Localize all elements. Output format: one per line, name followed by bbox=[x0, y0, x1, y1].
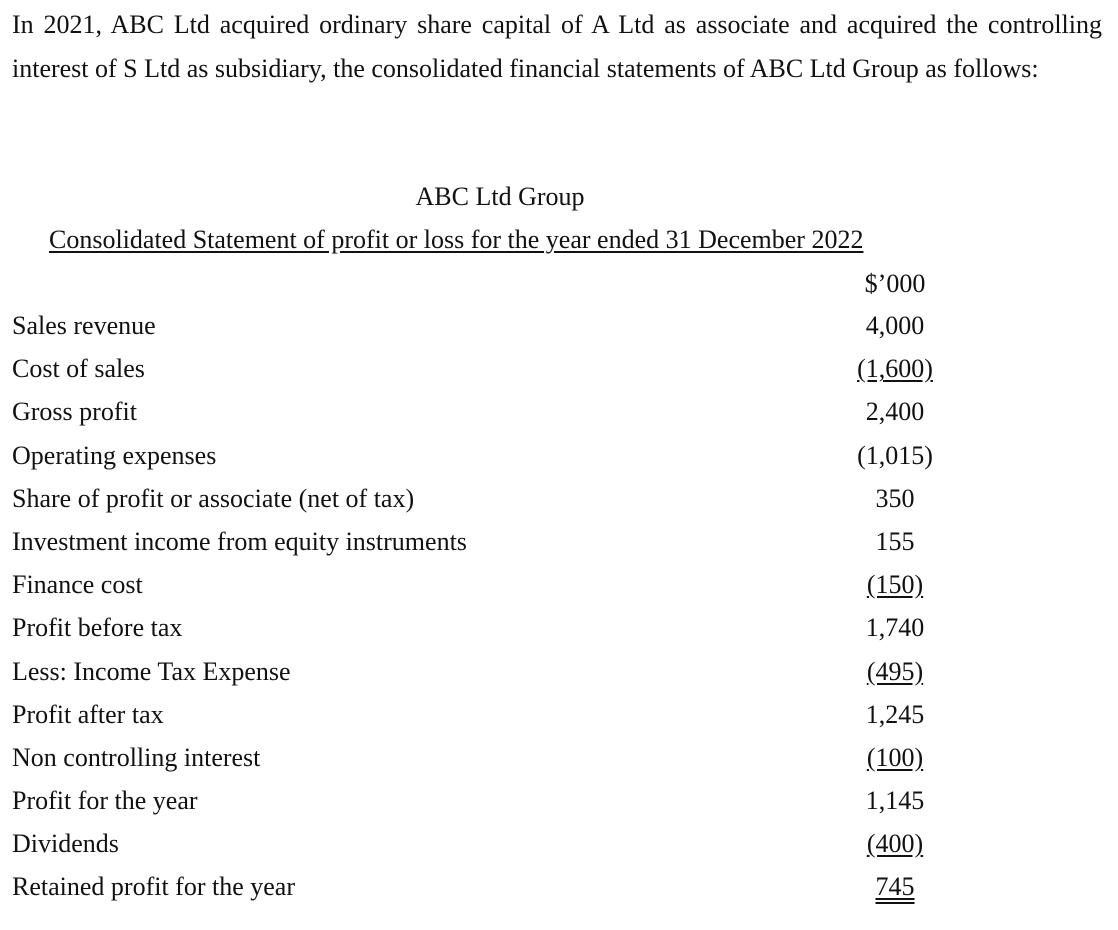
row-sales-revenue bbox=[0, 308, 1118, 351]
row-finance-cost bbox=[0, 567, 1118, 610]
row-operating-expenses bbox=[0, 438, 1118, 481]
statement-title: Consolidated Statement of profit or loss for the year ended 31 December 2022 bbox=[49, 225, 864, 254]
group-title: ABC Ltd Group bbox=[415, 182, 585, 211]
row-label: Dividends bbox=[12, 829, 119, 859]
row-amount: (1,600) bbox=[857, 354, 933, 384]
row-label: Profit before tax bbox=[12, 613, 183, 643]
row-non-controlling-interest bbox=[0, 740, 1118, 783]
row-gross-profit bbox=[0, 394, 1118, 437]
row-label: Less: Income Tax Expense bbox=[12, 656, 291, 686]
row-amount: (495) bbox=[866, 656, 924, 686]
row-label: Non controlling interest bbox=[12, 742, 261, 772]
row-amount: 4,000 bbox=[865, 311, 925, 340]
row-label: Retained profit for the year bbox=[12, 872, 295, 902]
currency-header: $’000 bbox=[864, 269, 926, 298]
row-income-tax-expense bbox=[0, 654, 1118, 697]
row-label: Finance cost bbox=[12, 570, 143, 600]
row-label: Share of profit or associate (net of tax) bbox=[12, 483, 415, 513]
row-dividends bbox=[0, 826, 1118, 869]
row-amount: 350 bbox=[875, 483, 915, 513]
row-label: Investment income from equity instruments bbox=[12, 526, 467, 556]
row-amount: 1,245 bbox=[865, 699, 925, 729]
row-amount: 155 bbox=[875, 526, 915, 556]
row-share-of-profit-associate bbox=[0, 481, 1118, 524]
row-amount: (1,015) bbox=[857, 440, 933, 470]
row-label: Sales revenue bbox=[12, 311, 156, 340]
row-amount: (150) bbox=[866, 570, 924, 600]
row-retained-profit bbox=[0, 869, 1118, 912]
row-profit-before-tax bbox=[0, 610, 1118, 653]
row-amount: 1,145 bbox=[865, 786, 925, 816]
row-investment-income bbox=[0, 524, 1118, 567]
row-amount: 1,740 bbox=[865, 613, 925, 643]
row-amount: (100) bbox=[866, 742, 924, 772]
row-label: Profit after tax bbox=[12, 699, 164, 729]
row-amount: (400) bbox=[866, 829, 924, 859]
row-amount: 2,400 bbox=[865, 397, 925, 427]
row-label: Cost of sales bbox=[12, 354, 145, 384]
row-profit-for-the-year bbox=[0, 783, 1118, 826]
row-label: Gross profit bbox=[12, 397, 137, 427]
statement-table bbox=[0, 308, 1118, 913]
row-cost-of-sales bbox=[0, 351, 1118, 394]
row-amount: 745 bbox=[875, 872, 915, 902]
intro-paragraph: In 2021, ABC Ltd acquired ordinary share capital of A Ltd as associate and acquired the controlling interest of S Ltd as subsidiary, the consolidated financial statements of ABC Ltd Group as follows: bbox=[12, 10, 1102, 83]
row-label: Operating expenses bbox=[12, 440, 217, 470]
row-label: Profit for the year bbox=[12, 786, 198, 816]
row-profit-after-tax bbox=[0, 697, 1118, 740]
